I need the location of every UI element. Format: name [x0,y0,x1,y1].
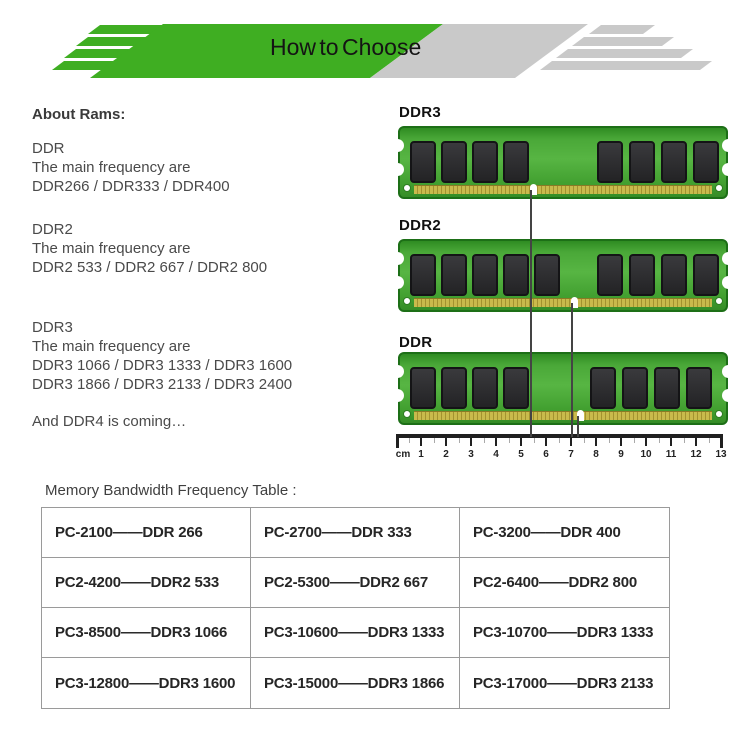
text-line: The main frequency are [32,159,191,176]
edge-notch [722,252,735,265]
gold-pins [414,185,712,194]
edge-notch [391,365,404,378]
ruler-label: cm [395,449,411,460]
ruler-label: 12 [690,449,702,460]
text-line: DDR3 1066 / DDR3 1333 / DDR3 1600 [32,357,293,374]
memory-chip [693,141,719,183]
memory-chip [410,254,436,296]
table-cell: PC3-10700——DDR3 1333 [460,608,669,658]
memory-chip [503,367,529,409]
table-cell: PC2-6400——DDR2 800 [460,558,669,608]
table-cell: PC2-5300——DDR2 667 [251,558,460,608]
edge-notch [722,139,735,152]
text-line: The main frequency are [32,338,191,355]
memory-chip [590,367,616,409]
ruler-label: 1 [418,449,424,460]
ruler-tick [695,438,697,446]
table-cell: PC-3200——DDR 400 [460,508,669,558]
ruler-halftick [434,438,435,443]
mounting-hole [715,297,723,305]
ruler-halftick [659,438,660,443]
text-line: DDR3 1866 / DDR3 2133 / DDR3 2400 [32,376,293,393]
memory-chip [441,141,467,183]
module-label-ddr2: DDR2 [399,217,442,234]
memory-chip [410,141,436,183]
mounting-hole [403,184,411,192]
ruler-halftick [609,438,610,443]
memory-chip [661,254,687,296]
about-section-ddr2 [32,220,267,277]
gray-stripe [572,37,674,46]
text-line: The main frequency are [32,240,191,257]
table-cell: PC3-15000——DDR3 1866 [251,658,460,708]
edge-notch [391,276,404,289]
gray-stripe [589,25,655,34]
ruler-end-cap [396,434,399,448]
table-cell: PC3-10600——DDR3 1333 [251,608,460,658]
ruler-tick [645,438,647,446]
header-title: How to Choose [270,34,422,60]
mounting-hole [715,184,723,192]
notch-pointer-line-ddr2 [571,303,573,437]
table-cell: PC3-8500——DDR3 1066 [42,608,251,658]
mounting-hole [403,297,411,305]
notch-pointer-line-ddr3 [530,190,532,437]
ruler-halftick [709,438,710,443]
frequency-table [41,507,670,709]
table-cell: PC-2700——DDR 333 [251,508,460,558]
ram-module-ddr2 [398,239,728,312]
text-line: And DDR4 is coming… [32,413,187,430]
text-line: DDR [32,140,65,157]
gold-pins [414,298,712,307]
about-section-ddr4 [32,412,186,431]
edge-notch [391,389,404,402]
ruler-halftick [584,438,585,443]
ruler-halftick [409,438,410,443]
gray-stripe [556,49,693,58]
ram-module-ddr3 [398,126,728,199]
memory-chip [472,367,498,409]
memory-chip [629,141,655,183]
edge-notch [722,163,735,176]
ruler-end-cap [720,434,723,448]
memory-chip [472,254,498,296]
edge-notch [722,389,735,402]
ruler-bar [396,434,723,438]
ruler-halftick [634,438,635,443]
ruler-halftick [484,438,485,443]
ruler-label: 10 [640,449,652,460]
memory-chip [534,254,560,296]
memory-chip [622,367,648,409]
ruler-tick [620,438,622,446]
memory-chip [597,254,623,296]
ruler-tick [595,438,597,446]
ruler-tick [420,438,422,446]
edge-notch [391,252,404,265]
memory-chip [503,254,529,296]
mounting-hole [403,410,411,418]
notch-pointer-line-ddr [577,416,579,437]
ruler-label: 11 [665,449,677,460]
memory-chip [441,254,467,296]
table-title: Memory Bandwidth Frequency Table : [45,482,297,499]
ruler-tick [495,438,497,446]
memory-chip [629,254,655,296]
ram-module-ddr [398,352,728,425]
about-heading: About Rams: [32,106,126,123]
ruler-tick [570,438,572,446]
text-line: DDR3 [32,319,73,336]
memory-chip [503,141,529,183]
memory-chip [654,367,680,409]
memory-chip [597,141,623,183]
ruler-tick [520,438,522,446]
edge-notch [722,276,735,289]
ruler-label: 13 [715,449,727,460]
memory-chip [472,141,498,183]
ruler-label: 3 [468,449,474,460]
text-line: DDR266 / DDR333 / DDR400 [32,178,230,195]
ruler-tick [445,438,447,446]
ruler-label: 4 [493,449,499,460]
ruler-label: 5 [518,449,524,460]
table-cell: PC-2100——DDR 266 [42,508,251,558]
header-banner [0,24,750,78]
ruler-tick [470,438,472,446]
edge-notch [391,163,404,176]
ruler-halftick [534,438,535,443]
edge-notch [391,139,404,152]
ruler-halftick [509,438,510,443]
ruler-halftick [559,438,560,443]
memory-chip [441,367,467,409]
ruler-label: 8 [593,449,599,460]
ruler-label: 2 [443,449,449,460]
ruler-tick [670,438,672,446]
about-section-ddr3 [32,318,292,394]
table-cell: PC3-17000——DDR3 2133 [473,674,654,692]
memory-chip [686,367,712,409]
table-cell: PC2-4200——DDR2 533 [42,558,251,608]
ruler-halftick [684,438,685,443]
gold-pins [414,411,712,420]
mounting-hole [715,410,723,418]
ruler-label: 7 [568,449,574,460]
ruler-halftick [459,438,460,443]
gray-stripe [540,61,712,70]
memory-chip [661,141,687,183]
ruler-tick [545,438,547,446]
memory-chip [693,254,719,296]
text-line: DDR2 [32,221,73,238]
text-line: DDR2 533 / DDR2 667 / DDR2 800 [32,259,268,276]
ruler-label: 6 [543,449,549,460]
module-label-ddr: DDR [399,334,433,351]
table-cell: PC3-12800——DDR3 1600 [42,658,251,708]
module-label-ddr3: DDR3 [399,104,442,121]
memory-chip [410,367,436,409]
ruler-label: 9 [618,449,624,460]
edge-notch [722,365,735,378]
about-section-ddr [32,139,230,196]
